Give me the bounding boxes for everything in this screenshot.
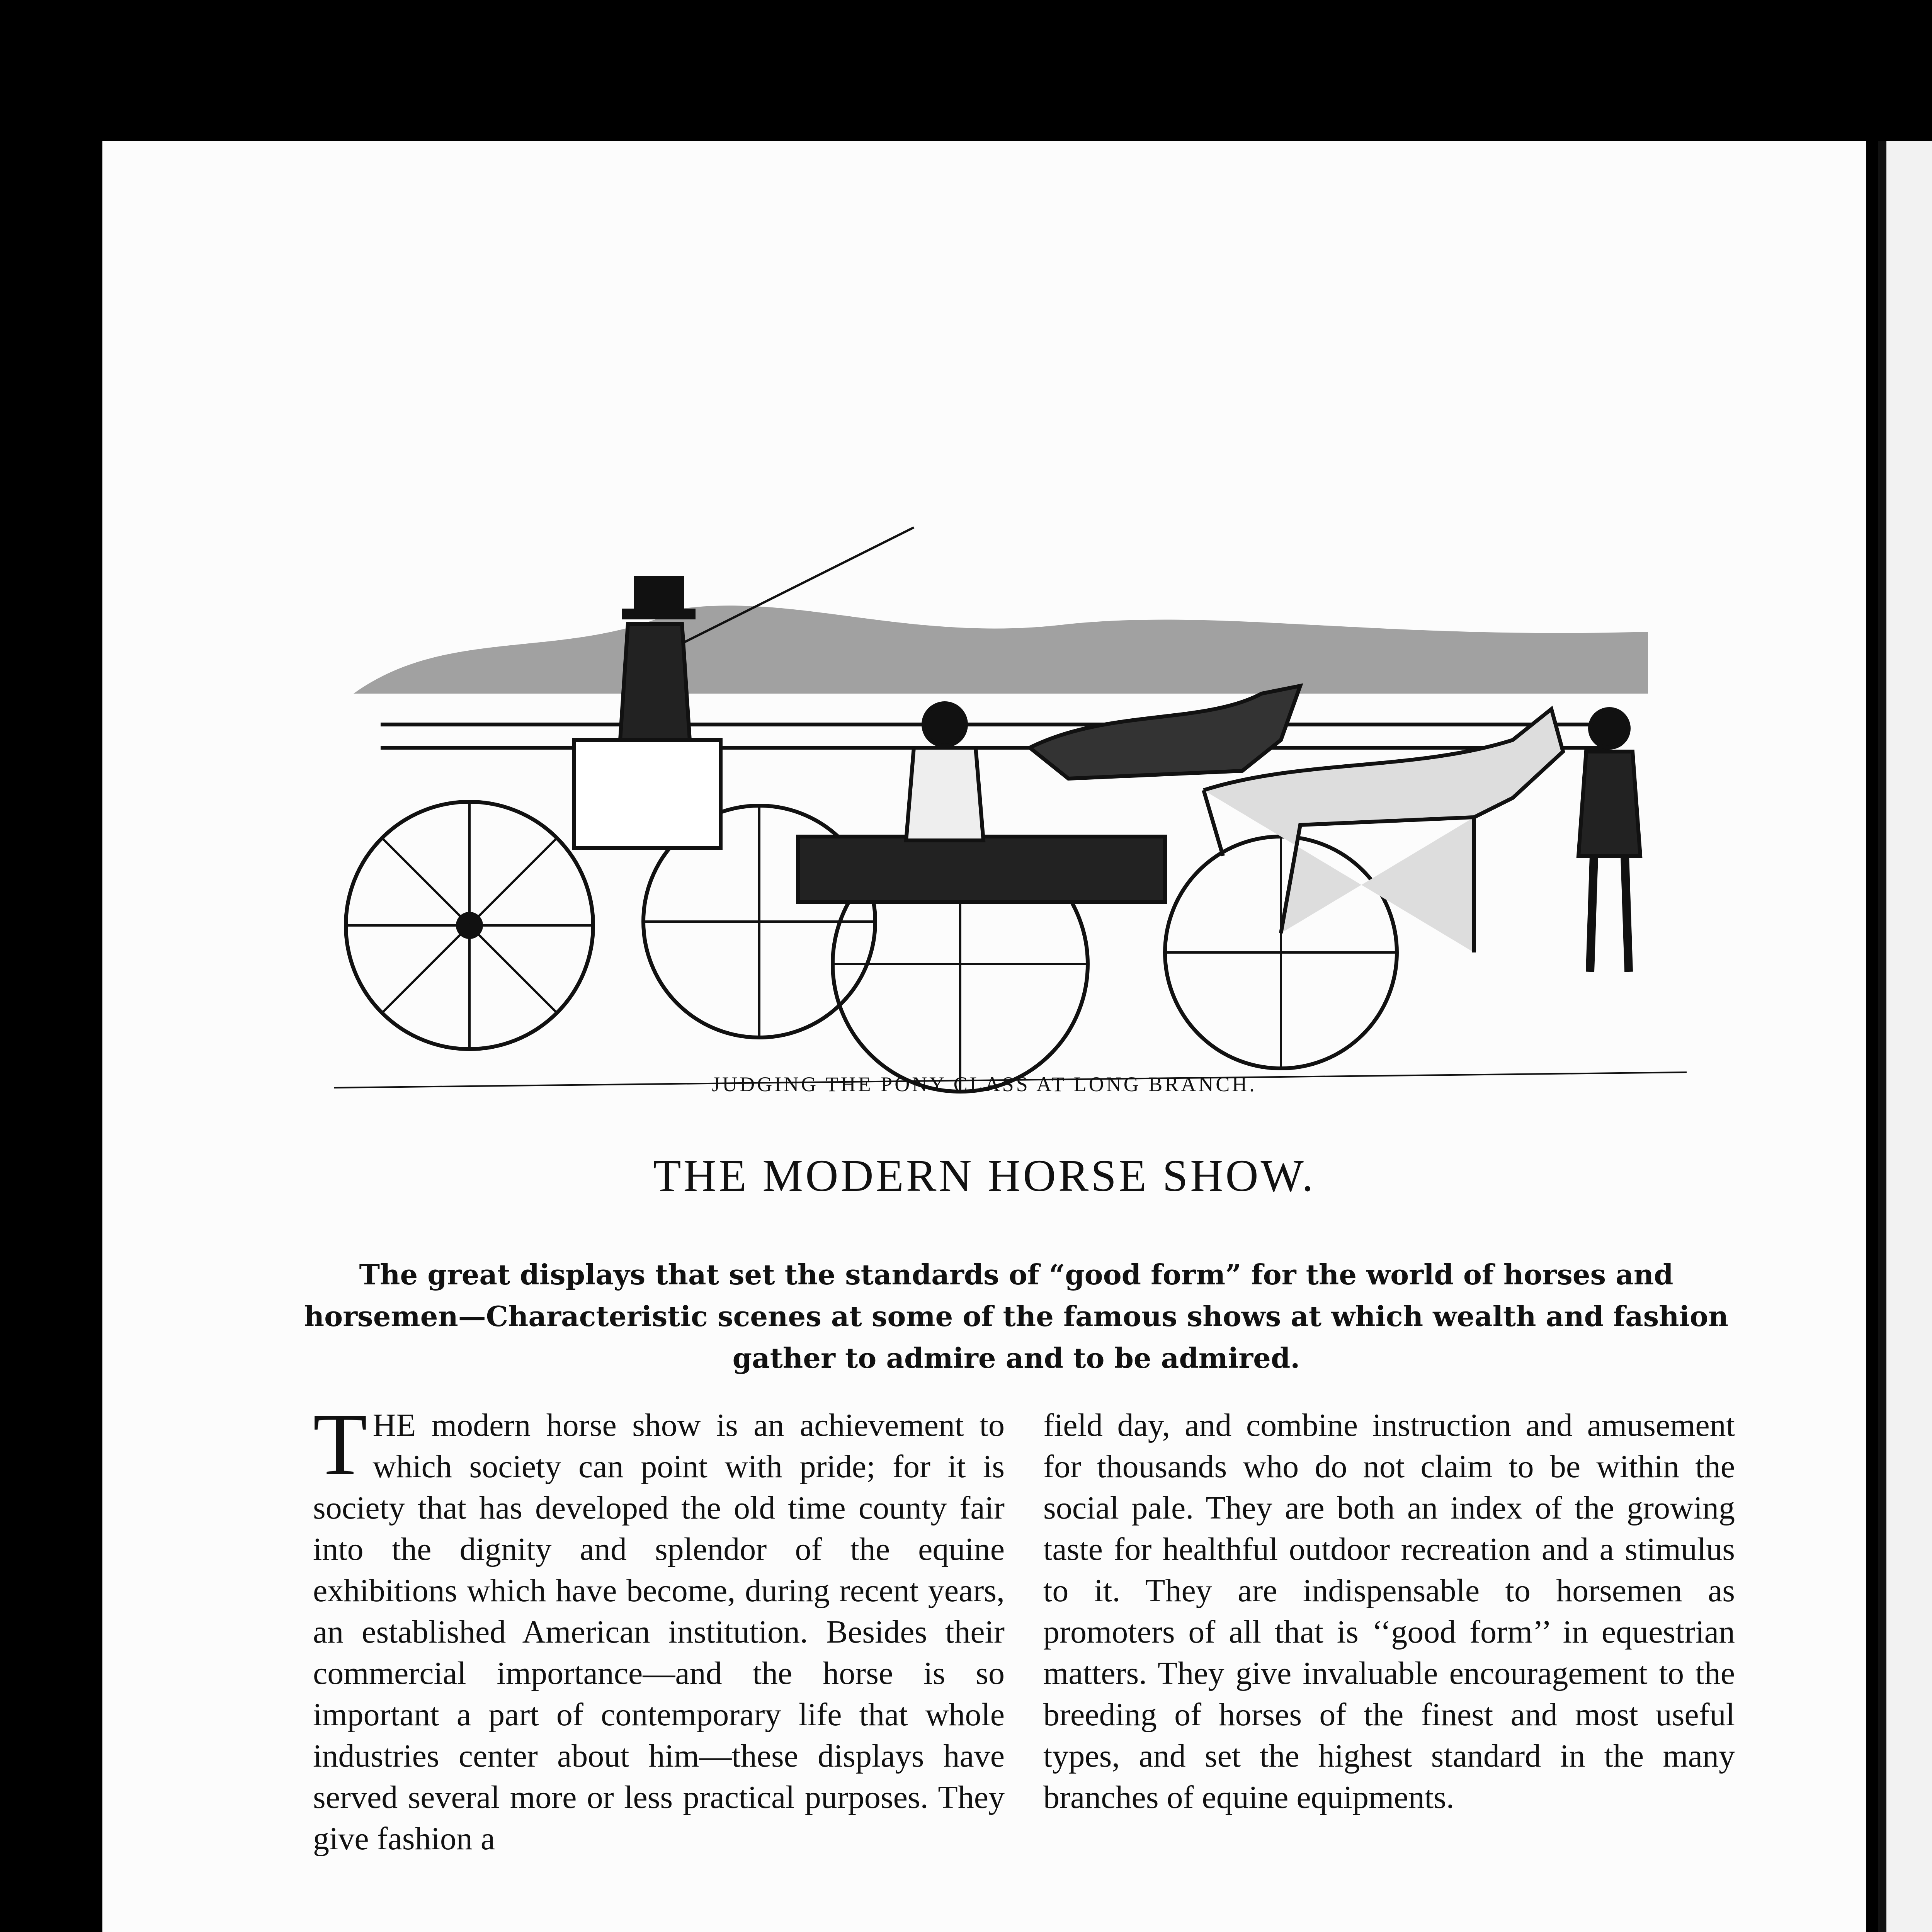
column-1-text: HE modern horse show is an achievement to which society can point with pride; for it is society that has developed the old time county fair into the dignity and splendor of the equine exhibitions which have become, during recent years, an established American institution. Besides their commercial importance—and the horse is so important a part of contemporary life that whole industries center about him—these displays have served several more or less practical purposes. They give fashion a	[313, 1407, 1005, 1857]
article-column-2: field day, and combine instruction and amusement for thousands who do not claim to be within the social pale. They are both an index of the growing taste for healthful outdoor recreation and a stimulus to it. They are indispensable to horsemen as promoters of all that is ‘‘good form’’ in equestrian matters. They give invaluable encouragement to the breeding of horses of the finest and most useful types, and set the highest standard in the many branches of equine equipments.	[1043, 1407, 1735, 1815]
article-column-1	[313, 1395, 1005, 1859]
magazine-page	[102, 141, 1866, 1932]
article-subtitle: The great displays that set the standards of “good form” for the world of horses and horsemen—Characteristic scenes at some of the famous shows at which wealth and fashion gather to admire and to be admired.	[304, 1258, 1729, 1374]
adjacent-page-edge	[1878, 141, 1932, 1932]
article-title: THE MODERN HORSE SHOW.	[653, 1150, 1316, 1201]
top-illustration-caption: JUDGING THE PONY CLASS AT LONG BRANCH.	[712, 1073, 1257, 1096]
pony-class-illustration	[334, 392, 1725, 1165]
drop-cap: T	[313, 1395, 367, 1493]
